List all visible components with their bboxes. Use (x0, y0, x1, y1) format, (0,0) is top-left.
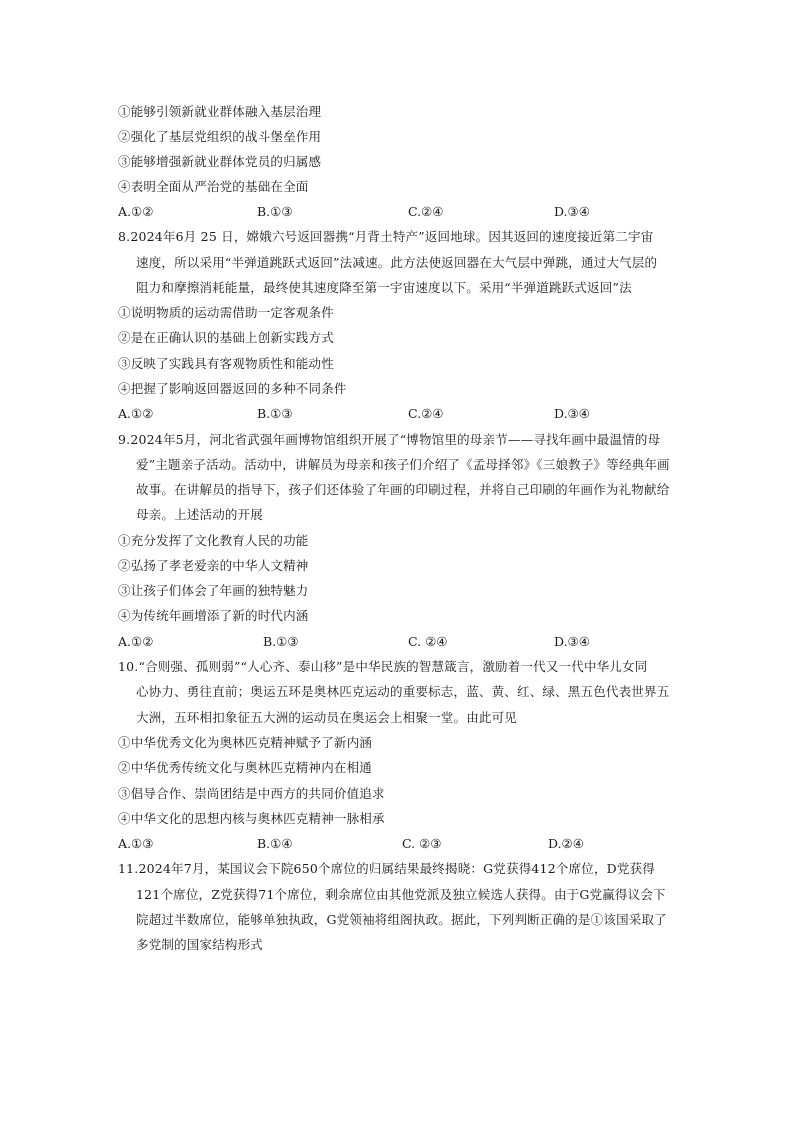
q10-statement-3: ③倡导合作、崇尚团结是中西方的共同价值追求 (118, 786, 385, 801)
q8-statement-1: ①说明物质的运动需借助一定客观条件 (118, 305, 334, 320)
q8-choices (118, 406, 678, 422)
q7-statement-1: ①能够引领新就业群体融入基层治理 (118, 104, 322, 119)
q8-statement-2: ②是在正确认识的基础上创新实践方式 (118, 330, 334, 345)
q10-stem-line-3: 大洲，五环相扣象征五大洲的运动员在奥运会上相聚一堂。由此可见 (136, 710, 518, 725)
q10-choice-c: C. ②③ (402, 836, 442, 851)
q9-choice-c: C. ②④ (408, 634, 448, 649)
q7-statement-4: ④表明全面从严治党的基础在全面 (118, 179, 309, 194)
q10-choice-d: D.②④ (548, 836, 584, 851)
q9-stem-line-3: 故事。在讲解员的指导下，孩子们还体验了年画的印刷过程，并将自己印刷的年画作为礼物献给 (136, 482, 670, 497)
q8-statement-4: ④把握了影响返回器返回的多种不同条件 (118, 381, 347, 396)
q7-choice-a: A.①② (118, 204, 154, 219)
q8-stem-line-2: 速度，所以采用“半弹道跳跃式返回”法减速。此方法使返回器在大气层中弹跳，通过大气层的 (136, 255, 658, 270)
q9-stem-line-4: 母亲。上述活动的开展 (136, 507, 264, 522)
q10-choice-b: B.①④ (257, 836, 293, 851)
q11-stem-line-1: 11.2024年7月，某国议会下院650个席位的归属结果最终揭晓：G党获得412个席位，D党获得 (118, 861, 655, 876)
q10-statement-1: ①中华优秀文化为奥林匹克精神赋予了新内涵 (118, 735, 373, 750)
q8-statement-3: ③反映了实践具有客观物质性和能动性 (118, 356, 334, 371)
q7-choice-b: B.①③ (257, 204, 293, 219)
q10-statement-4: ④中华文化的思想内核与奥林匹克精神一脉相承 (118, 811, 385, 826)
q9-choice-b: B.①③ (263, 634, 299, 649)
q9-statement-3: ③让孩子们体会了年画的独特魅力 (118, 583, 309, 598)
q10-stem-line-2: 心协力、勇往直前；奥运五环是奥林匹克运动的重要标志，蓝、黄、红、绿、黑五色代表世界五 (136, 684, 670, 699)
q7-choice-d: D.③④ (554, 204, 590, 219)
q9-stem-line-2: 爱”主题亲子活动。活动中，讲解员为母亲和孩子们介绍了《孟母择邻》《三娘教子》等经典年画 (136, 457, 670, 472)
q8-choice-c: C.②④ (408, 406, 444, 421)
q11-stem-line-2: 121个席位，Z党获得71个席位，剩余席位由其他党派及独立候选人获得。由于G党赢得议会下 (136, 887, 666, 902)
q7-statement-2: ②强化了基层党组织的战斗堡垒作用 (118, 129, 322, 144)
q8-choice-d: D.③④ (554, 406, 590, 421)
q9-statement-4: ④为传统年画增添了新的时代内涵 (118, 608, 309, 623)
q9-stem-line-1: 9.2024年5月，河北省武强年画博物馆组织开展了“博物馆里的母亲节——寻找年画中最温情的母 (118, 432, 661, 447)
q11-stem-line-3: 院超过半数席位，能够单独执政，G党领袖将组阁执政。据此，下列判断正确的是①该国采取了 (136, 912, 667, 927)
q7-choices (118, 204, 678, 220)
q10-choices (118, 836, 678, 852)
q10-stem-line-1: 10.“合则强、孤则弱”“人心齐、泰山移”是中华民族的智慧箴言，激励着一代又一代中华儿女同 (118, 659, 648, 674)
q9-statement-2: ②弘扬了孝老爱亲的中华人文精神 (118, 558, 309, 573)
q9-choice-a: A.①② (118, 634, 154, 649)
q9-choices (118, 634, 678, 650)
q8-stem-line-3: 阻力和摩擦消耗能量，最终使其速度降至第一宇宙速度以下。采用“半弹道跳跃式返回”法 (136, 280, 632, 295)
q8-choice-a: A.①② (118, 406, 154, 421)
q11-stem-line-4: 多党制的国家结构形式 (136, 937, 264, 952)
q10-statement-2: ②中华优秀传统文化与奥林匹克精神内在相通 (118, 760, 373, 775)
q8-choice-b: B.①③ (257, 406, 293, 421)
q8-stem-line-1: 8.2024年6月 25 日，嫦娥六号返回器携“月背土特产”返回地球。因其返回的速度接近第二宇宙 (118, 229, 654, 244)
q9-statement-1: ①充分发挥了文化教育人民的功能 (118, 533, 309, 548)
q10-choice-a: A.①③ (118, 836, 154, 851)
q7-statement-3: ③能够增强新就业群体党员的归属感 (118, 154, 322, 169)
q9-choice-d: D.③④ (554, 634, 590, 649)
q7-choice-c: C.②④ (408, 204, 444, 219)
